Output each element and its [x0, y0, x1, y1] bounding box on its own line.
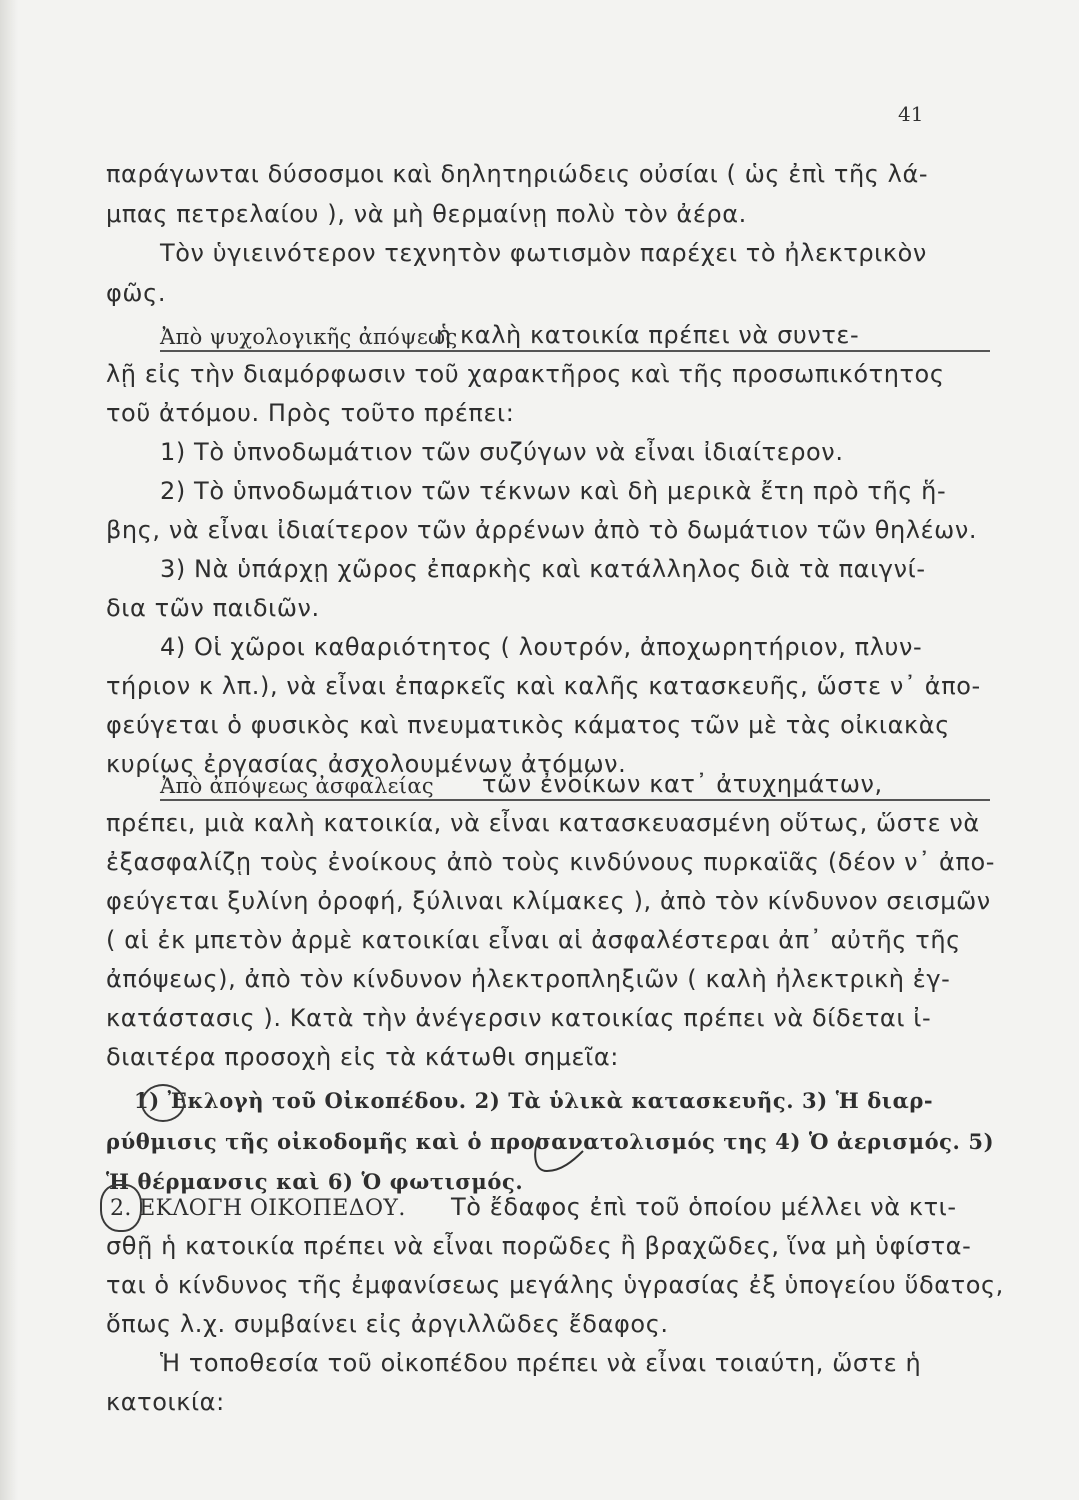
page-number: 41	[898, 102, 924, 126]
text-line: σθῇ ἡ κατοικία πρέπει νὰ εἶναι πορῶδες ἢ βραχῶδες, ἵνα μὴ ὑφίστα-	[106, 1232, 972, 1260]
text-line: φῶς.	[106, 279, 167, 307]
text-line: πρέπει, μιὰ καλὴ κατοικία, νὰ εἶναι κατασκευασμένη οὕτως, ὥστε νὰ	[106, 809, 980, 837]
text-line: ται ὁ κίνδυνος τῆς ἐμφανίσεως μεγάλης ὑγρασίας ἐξ ὑπογείου ὕδατος,	[106, 1271, 1004, 1299]
bold-list-line: ρύθμισις τῆς οἰκοδομῆς καὶ ὁ προσανατολισμός της 4) Ὁ ἀερισμός. 5)	[106, 1129, 995, 1154]
bold-list-line: 1) Ἐκλογὴ τοῦ Οἰκοπέδου. 2) Τὰ ὑλικὰ κατασκευῆς. 3) Ἡ διαρ-	[134, 1088, 934, 1113]
section-heading-plot-selection: 2. ΕΚΛΟΓΗ ΟΙΚΟΠΕΔΟΥ.	[110, 1196, 406, 1221]
page-edge-shadow	[0, 0, 18, 1500]
text-line: διαιτέρα προσοχὴ εἰς τὰ κάτωθι σημεῖα:	[106, 1043, 619, 1071]
text-line: τήριον κ λπ.), νὰ εἶναι ἐπαρκεῖς καὶ καλῆς κατασκευῆς, ὥστε ν᾽ ἀπο-	[106, 672, 981, 700]
text-line: τῶν ἐνοίκων κατ᾽ ἀτυχημάτων,	[482, 770, 883, 798]
text-line: παράγωνται δύσοσμοι καὶ δηλητηριώδεις οὐσίαι ( ὡς ἐπὶ τῆς λά-	[106, 160, 929, 188]
text-line: τοῦ ἀτόμου. Πρὸς τοῦτο πρέπει:	[106, 399, 515, 427]
section-heading-safety: Ἀπὸ ἀπόψεως ἀσφαλείας	[160, 776, 990, 801]
text-line: ἀπόψεως), ἀπὸ τὸν κίνδυνον ἠλεκτροπληξιῶν ( καλὴ ἠλεκτρικὴ ἐγ-	[106, 965, 951, 993]
text-line: λῇ εἰς τὴν διαμόρφωσιν τοῦ χαρακτῆρος καὶ τῆς προσωπικότητος	[106, 360, 945, 388]
bold-list-line: Ἡ θέρμανσις καὶ 6) Ὁ φωτισμός.	[106, 1169, 524, 1194]
text-line: κατάστασις ). Κατὰ τὴν ἀνέγερσιν κατοικίας πρέπει νὰ δίδεται ἰ-	[106, 1004, 932, 1032]
text-line: Τὸ ἔδαφος ἐπὶ τοῦ ὁποίου μέλλει νὰ κτι-	[451, 1193, 957, 1221]
text-line: Τὸν ὑγιεινότερον τεχνητὸν φωτισμὸν παρέχει τὸ ἠλεκτρικὸν	[160, 239, 927, 267]
list-item: 1) Τὸ ὑπνοδωμάτιον τῶν συζύγων νὰ εἶναι ἰδιαίτερον.	[160, 438, 844, 466]
text-line: ἡ καλὴ κατοικία πρέπει νὰ συντε-	[436, 321, 860, 349]
text-line: ( αἱ ἐκ μπετὸν ἀρμὲ κατοικίαι εἶναι αἱ ἀσφαλέστεραι ἀπ᾽ αὐτῆς τῆς	[106, 926, 961, 954]
text-line: ὅπως λ.χ. συμβαίνει εἰς ἀργιλλῶδες ἔδαφος.	[106, 1310, 669, 1338]
list-item: 4) Οἱ χῶροι καθαριότητος ( λουτρόν, ἀποχωρητήριον, πλυν-	[160, 633, 923, 661]
text-line: κυρίως ἐργασίας ἀσχολουμένων ἀτόμων.	[106, 750, 627, 778]
text-line: ἐξασφαλίζῃ τοὺς ἐνοίκους ἀπὸ τοὺς κινδύνους πυρκαϊᾶς (δέον ν᾽ ἀπο-	[106, 848, 996, 876]
text-line: βης, νὰ εἶναι ἰδιαίτερον τῶν ἀρρένων ἀπὸ τὸ δωμάτιον τῶν θηλέων.	[106, 516, 978, 544]
handwritten-circle-mark	[141, 1084, 185, 1122]
text-line: μπας πετρελαίου ), νὰ μὴ θερμαίνῃ πολὺ τὸν ἀέρα.	[106, 200, 747, 228]
text-line: κατοικία:	[106, 1388, 225, 1416]
list-item: 3) Νὰ ὑπάρχῃ χῶρος ἐπαρκὴς καὶ κατάλληλος διὰ τὰ παιγνί-	[160, 555, 926, 583]
list-item: 2) Τὸ ὑπνοδωμάτιον τῶν τέκνων καὶ δὴ μερικὰ ἔτη πρὸ τῆς ἥ-	[160, 477, 947, 505]
section-heading-psychological: Ἀπὸ ψυχολογικῆς ἀπόψεως	[160, 327, 990, 352]
text-line: Ἡ τοποθεσία τοῦ οἰκοπέδου πρέπει νὰ εἶναι τοιαύτη, ὥστε ἡ	[160, 1349, 922, 1377]
handwritten-check-mark	[525, 1133, 587, 1181]
text-line: δια τῶν παιδιῶν.	[106, 594, 320, 622]
text-line: φεύγεται ὁ φυσικὸς καὶ πνευματικὸς κάματος τῶν μὲ τὰς οἰκιακὰς	[106, 711, 950, 739]
text-line: φεύγεται ξυλίνη ὀροφή, ξύλιναι κλίμακες ), ἀπὸ τὸν κίνδυνον σεισμῶν	[106, 887, 991, 915]
